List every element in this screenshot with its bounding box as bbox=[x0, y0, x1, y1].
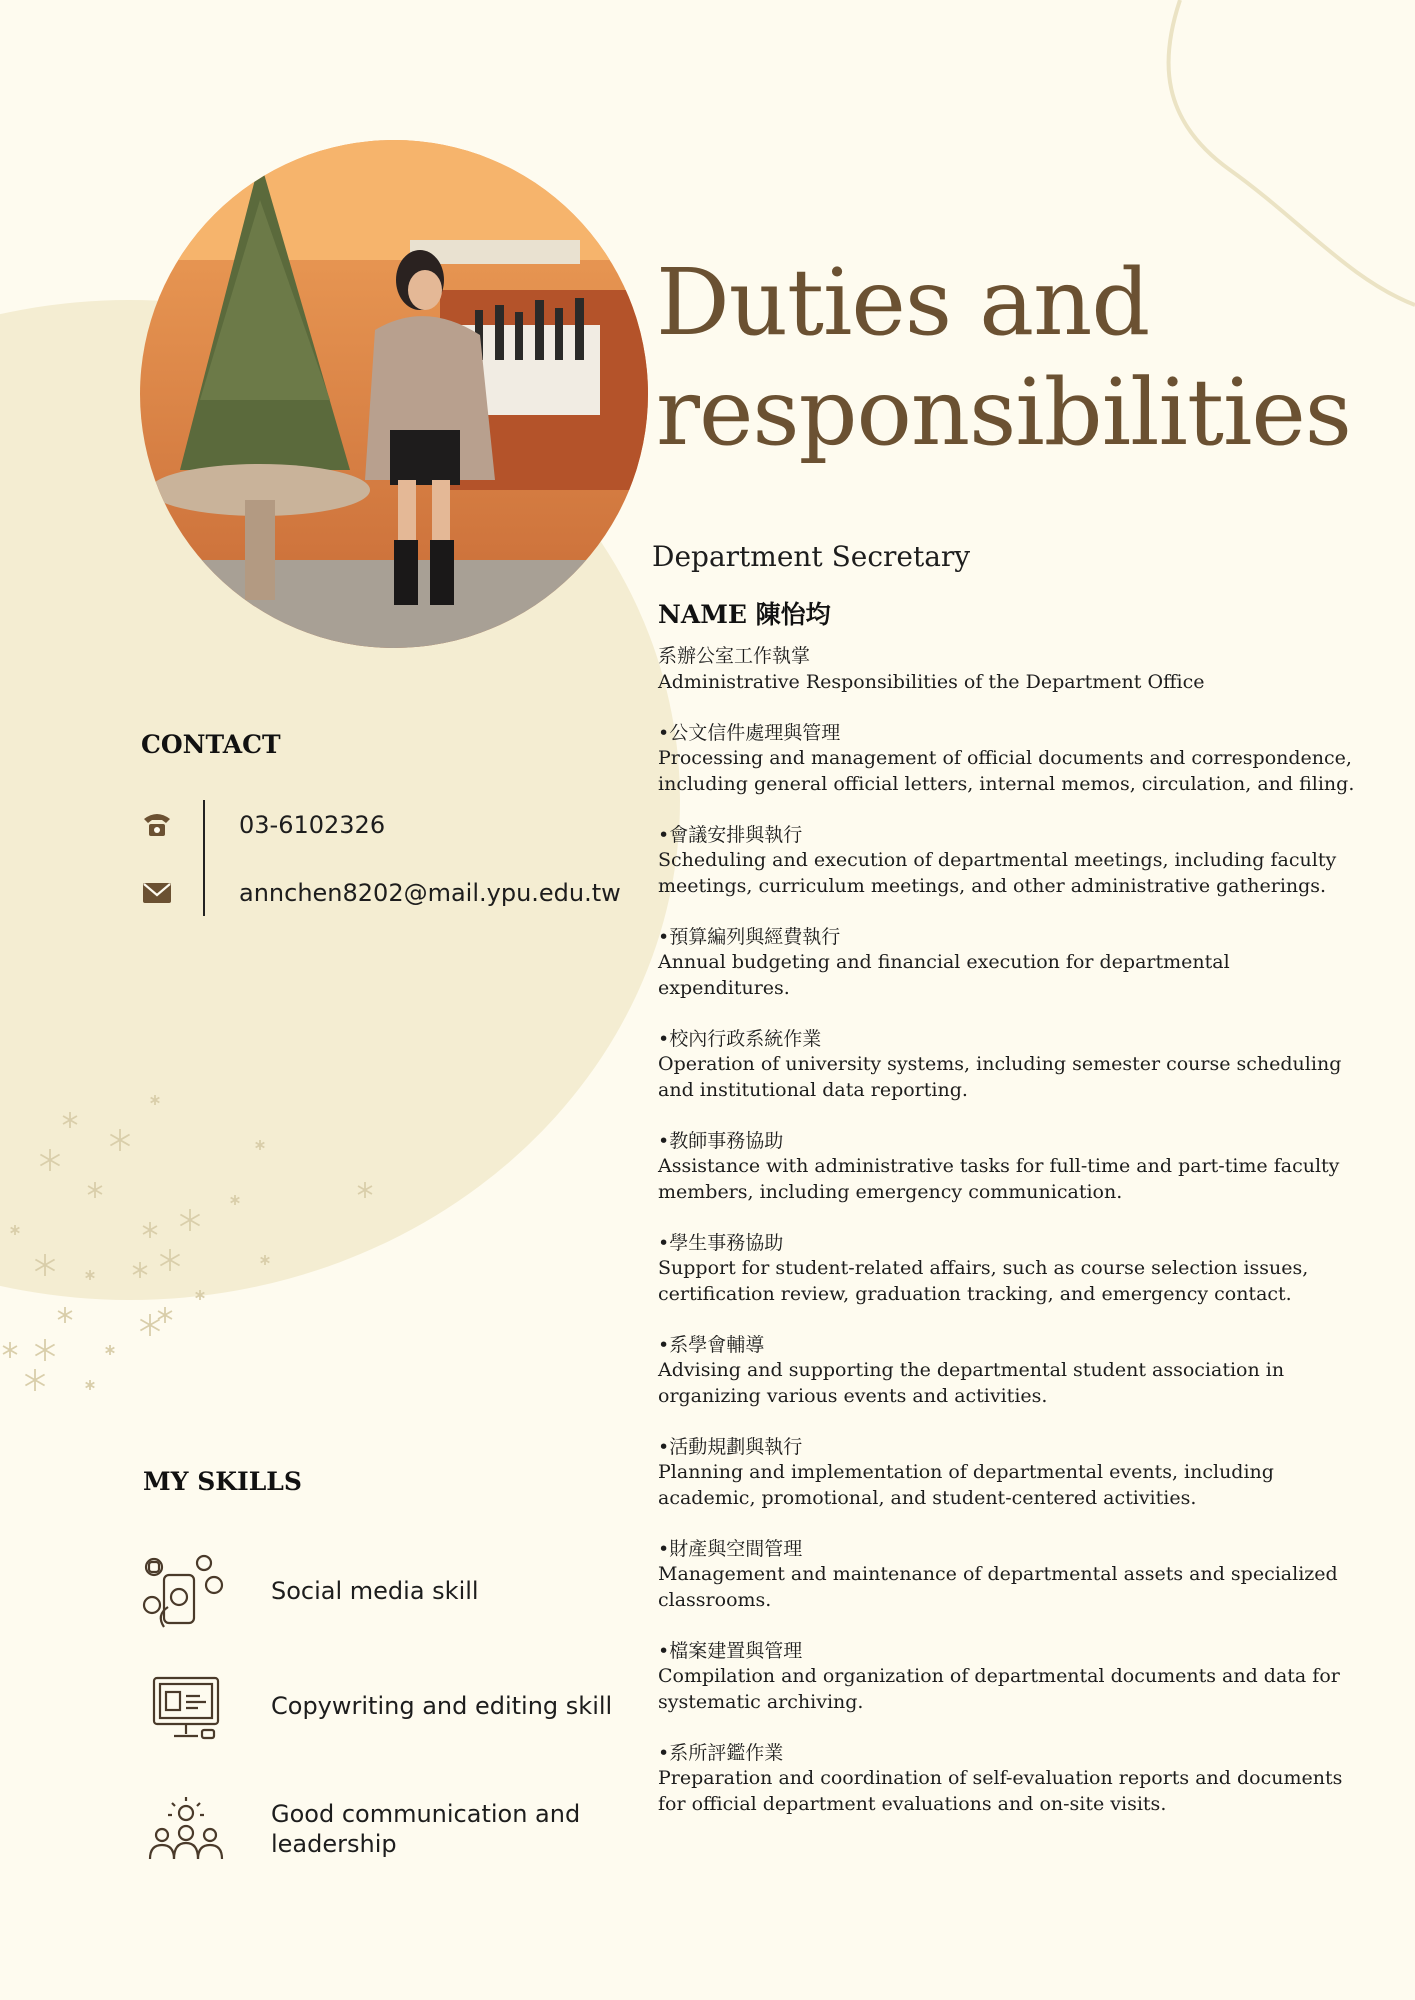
decorative-sparkles bbox=[0, 1080, 400, 1410]
duty-title: •檔案建置與管理 bbox=[658, 1639, 803, 1662]
duty-title: •校內行政系統作業 bbox=[658, 1027, 822, 1050]
duty-title: •財產與空間管理 bbox=[658, 1537, 803, 1560]
skill-label: Social media skill bbox=[271, 1577, 479, 1605]
duty-item bbox=[658, 1129, 1358, 1206]
envelope-icon bbox=[140, 876, 174, 910]
sparkle bbox=[151, 1095, 160, 1105]
skill-item bbox=[140, 1660, 613, 1752]
sparkle bbox=[86, 1380, 95, 1390]
skill-label: Copywriting and editing skill bbox=[271, 1692, 613, 1720]
duty-item bbox=[658, 925, 1358, 1002]
contact-email bbox=[140, 876, 621, 910]
sparkle bbox=[143, 1222, 157, 1238]
sparkle bbox=[256, 1140, 265, 1150]
duty-item bbox=[658, 1231, 1358, 1308]
sparkle bbox=[110, 1129, 129, 1151]
skill-label: Good communication and leadership bbox=[271, 1800, 581, 1858]
duty-description: Management and maintenance of departmental assets and specialized classrooms. bbox=[658, 1563, 1338, 1611]
contact-divider bbox=[203, 800, 205, 916]
duty-title: •學生事務協助 bbox=[658, 1231, 784, 1254]
contact-phone bbox=[140, 808, 386, 842]
sparkle bbox=[106, 1345, 115, 1355]
duty-item bbox=[658, 1741, 1358, 1818]
duty-title: •系學會輔導 bbox=[658, 1333, 765, 1356]
duty-item bbox=[658, 644, 1358, 695]
duty-item bbox=[658, 1435, 1358, 1512]
sparkle bbox=[35, 1339, 54, 1361]
duty-description: Annual budgeting and financial execution for departmental expenditures. bbox=[658, 951, 1230, 999]
skills-heading: MY SKILLS bbox=[143, 1467, 302, 1496]
duty-item bbox=[658, 721, 1358, 798]
job-role: Department Secretary bbox=[652, 540, 971, 573]
phone-icon bbox=[140, 808, 174, 842]
sparkle bbox=[35, 1254, 54, 1276]
sparkle bbox=[25, 1369, 44, 1391]
email-address[interactable]: annchen8202@mail.ypu.edu.tw bbox=[239, 879, 621, 907]
sparkle bbox=[158, 1307, 172, 1323]
duty-title: •會議安排與執行 bbox=[658, 823, 803, 846]
sparkle bbox=[133, 1262, 147, 1278]
computer-editing-icon bbox=[140, 1660, 232, 1752]
profile-photo bbox=[140, 140, 648, 648]
sparkle bbox=[58, 1307, 72, 1323]
duty-title: 系辦公室工作執掌 bbox=[658, 645, 811, 667]
duty-description: Compilation and organization of departmental documents and data for systematic archiving. bbox=[658, 1665, 1340, 1713]
sparkle bbox=[11, 1225, 20, 1235]
skill-item bbox=[140, 1545, 479, 1637]
duty-description: Planning and implementation of departmental events, including academic, promotional, and student-centered activities. bbox=[658, 1461, 1274, 1509]
duty-title: •系所評鑑作業 bbox=[658, 1741, 784, 1764]
duty-description: Advising and supporting the departmental student association in organizing various events and activities. bbox=[658, 1359, 1285, 1407]
person-name: NAME 陳怡均 bbox=[658, 600, 831, 629]
sparkle bbox=[196, 1290, 205, 1300]
sparkle bbox=[261, 1255, 270, 1265]
duty-description: Administrative Responsibilities of the Department Office bbox=[658, 670, 1205, 693]
duty-description: Support for student-related affairs, such as course selection issues, certification review, graduation tracking, and emergency contact. bbox=[658, 1257, 1309, 1305]
duty-item bbox=[658, 1639, 1358, 1716]
duty-item bbox=[658, 1333, 1358, 1410]
sparkle bbox=[3, 1342, 17, 1358]
contact-heading: CONTACT bbox=[141, 730, 281, 759]
phone-number[interactable]: 03-6102326 bbox=[239, 811, 386, 839]
duty-title: •預算編列與經費執行 bbox=[658, 925, 841, 948]
duty-description: Scheduling and execution of departmental meetings, including faculty meetings, curriculum meetings, and other administrative gatherings. bbox=[658, 849, 1337, 897]
duty-title: •公文信件處理與管理 bbox=[658, 721, 841, 744]
sparkle bbox=[231, 1195, 240, 1205]
duty-description: Assistance with administrative tasks for full-time and part-time faculty members, including emergency communication. bbox=[658, 1155, 1340, 1203]
sparkle bbox=[140, 1314, 159, 1336]
skill-item bbox=[140, 1783, 581, 1875]
team-leadership-icon bbox=[140, 1783, 232, 1875]
duty-item bbox=[658, 823, 1358, 900]
duty-description: Operation of university systems, including semester course scheduling and institutional data reporting. bbox=[658, 1053, 1342, 1101]
page-title: Duties and responsibilities bbox=[656, 249, 1352, 466]
duty-item bbox=[658, 1537, 1358, 1614]
duties-list bbox=[658, 644, 1358, 1843]
duty-item bbox=[658, 1027, 1358, 1104]
sparkle bbox=[63, 1112, 77, 1128]
sparkle bbox=[86, 1270, 95, 1280]
sparkle bbox=[40, 1149, 59, 1171]
sparkle bbox=[88, 1182, 102, 1198]
sparkle bbox=[160, 1249, 179, 1271]
duty-description: Preparation and coordination of self-evaluation reports and documents for official department evaluations and on-site visits. bbox=[658, 1767, 1343, 1815]
social-media-icon bbox=[140, 1545, 232, 1637]
sparkle bbox=[358, 1182, 372, 1198]
duty-title: •教師事務協助 bbox=[658, 1129, 784, 1152]
duty-description: Processing and management of official documents and correspondence, including general official letters, internal memos, circulation, and filing. bbox=[658, 747, 1355, 795]
duty-title: •活動規劃與執行 bbox=[658, 1435, 803, 1458]
sparkle bbox=[180, 1209, 199, 1231]
